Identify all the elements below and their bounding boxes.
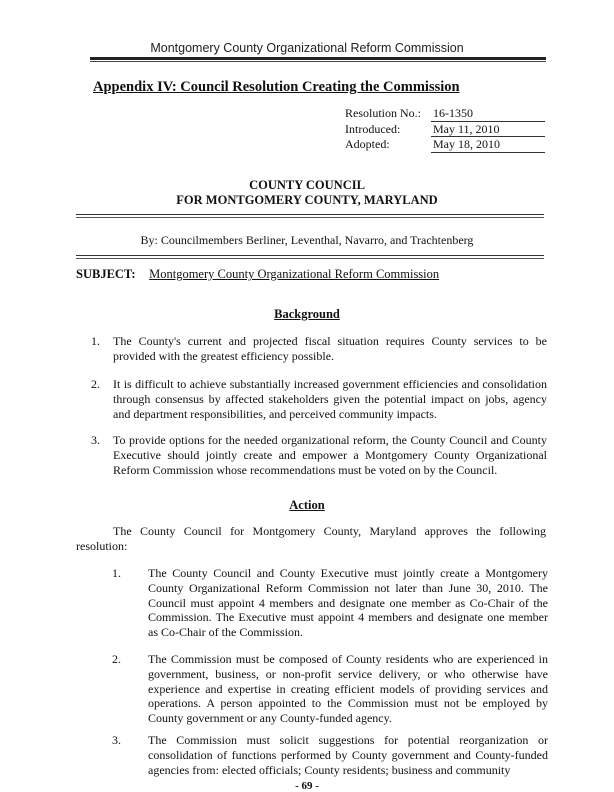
adopted-row bbox=[345, 137, 545, 153]
divider-rule bbox=[76, 258, 544, 259]
list-item-number: 3. bbox=[91, 433, 100, 447]
list-item bbox=[91, 334, 547, 364]
action-intro: The County Council for Montgomery County, Maryland approves the following resolution: bbox=[76, 524, 546, 553]
page-header: Montgomery County Organizational Reform Commission bbox=[150, 41, 464, 55]
list-item bbox=[112, 733, 548, 777]
header-rule-thin bbox=[90, 61, 546, 62]
list-item-text: The Commission must be composed of County residents who are experienced in government, business, or non-profit service delivery, or who otherwise have experience and expertise in creating efficient models of providing services and operations. A person appointed to the Commission must not be employed by County government or any County-funded agency. bbox=[148, 652, 548, 726]
header-rule-thick bbox=[90, 57, 546, 60]
council-line-2: FOR MONTGOMERY COUNTY, MARYLAND bbox=[176, 193, 438, 207]
sponsors-byline: By: Councilmembers Berliner, Leventhal, Navarro, and Trachtenberg bbox=[140, 233, 474, 247]
list-item-number: 1. bbox=[112, 566, 121, 580]
adopted-value: May 18, 2010 bbox=[431, 137, 545, 153]
resolution-number-row bbox=[345, 106, 545, 122]
divider-rule bbox=[76, 217, 544, 218]
council-line-1: COUNTY COUNCIL bbox=[249, 178, 365, 192]
list-item bbox=[91, 433, 547, 477]
resolution-number-label: Resolution No.: bbox=[345, 106, 422, 120]
list-item-text: The Commission must solicit suggestions for potential reorganization or consolidation of functions performed by County government and County-funded agencies from: elected officials; County residents; business and community bbox=[148, 733, 548, 777]
list-item-number: 2. bbox=[91, 377, 100, 391]
divider-rule bbox=[76, 214, 544, 215]
introduced-value: May 11, 2010 bbox=[431, 122, 545, 138]
background-heading: Background bbox=[274, 307, 340, 321]
list-item-number: 3. bbox=[112, 733, 121, 747]
list-item bbox=[112, 652, 548, 726]
list-item-number: 2. bbox=[112, 652, 121, 666]
list-item-text: It is difficult to achieve substantially increased government efficiencies and consolidation through consensus by affected stakeholders given the potential impact on jobs, agency and department responsibilities, and perceived community impacts. bbox=[113, 377, 547, 421]
introduced-row bbox=[345, 122, 545, 138]
page-number: - 69 - bbox=[295, 780, 319, 792]
appendix-title: Appendix IV: Council Resolution Creating the Commission bbox=[93, 79, 460, 95]
list-item bbox=[91, 377, 547, 421]
adopted-label: Adopted: bbox=[345, 137, 390, 151]
action-heading: Action bbox=[289, 498, 325, 512]
list-item bbox=[112, 566, 548, 640]
list-item-text: The County's current and projected fiscal situation requires County services to be provided with the greatest efficiency possible. bbox=[113, 334, 547, 363]
subject-line bbox=[76, 267, 439, 282]
resolution-info bbox=[345, 106, 545, 153]
list-item-number: 1. bbox=[91, 334, 100, 348]
resolution-number-value: 16-1350 bbox=[431, 106, 545, 122]
list-item-text: The County Council and County Executive must jointly create a Montgomery County Organizational Reform Commission not later than June 30, 2010. The Council must appoint 4 members and designate one member as Co-Chair of the Commission. The Executive must appoint 4 members and designate one member as Co-Chair of the Commission. bbox=[148, 566, 548, 640]
list-item-text: To provide options for the needed organizational reform, the County Council and County Executive should jointly create and empower a Montgomery County Organizational Reform Commission whose recommendations must be voted on by the Council. bbox=[113, 433, 547, 477]
introduced-label: Introduced: bbox=[345, 121, 401, 136]
divider-rule bbox=[76, 255, 544, 256]
subject-value: Montgomery County Organizational Reform Commission bbox=[149, 267, 440, 281]
subject-label: SUBJECT: bbox=[76, 267, 136, 281]
council-heading bbox=[0, 178, 614, 208]
